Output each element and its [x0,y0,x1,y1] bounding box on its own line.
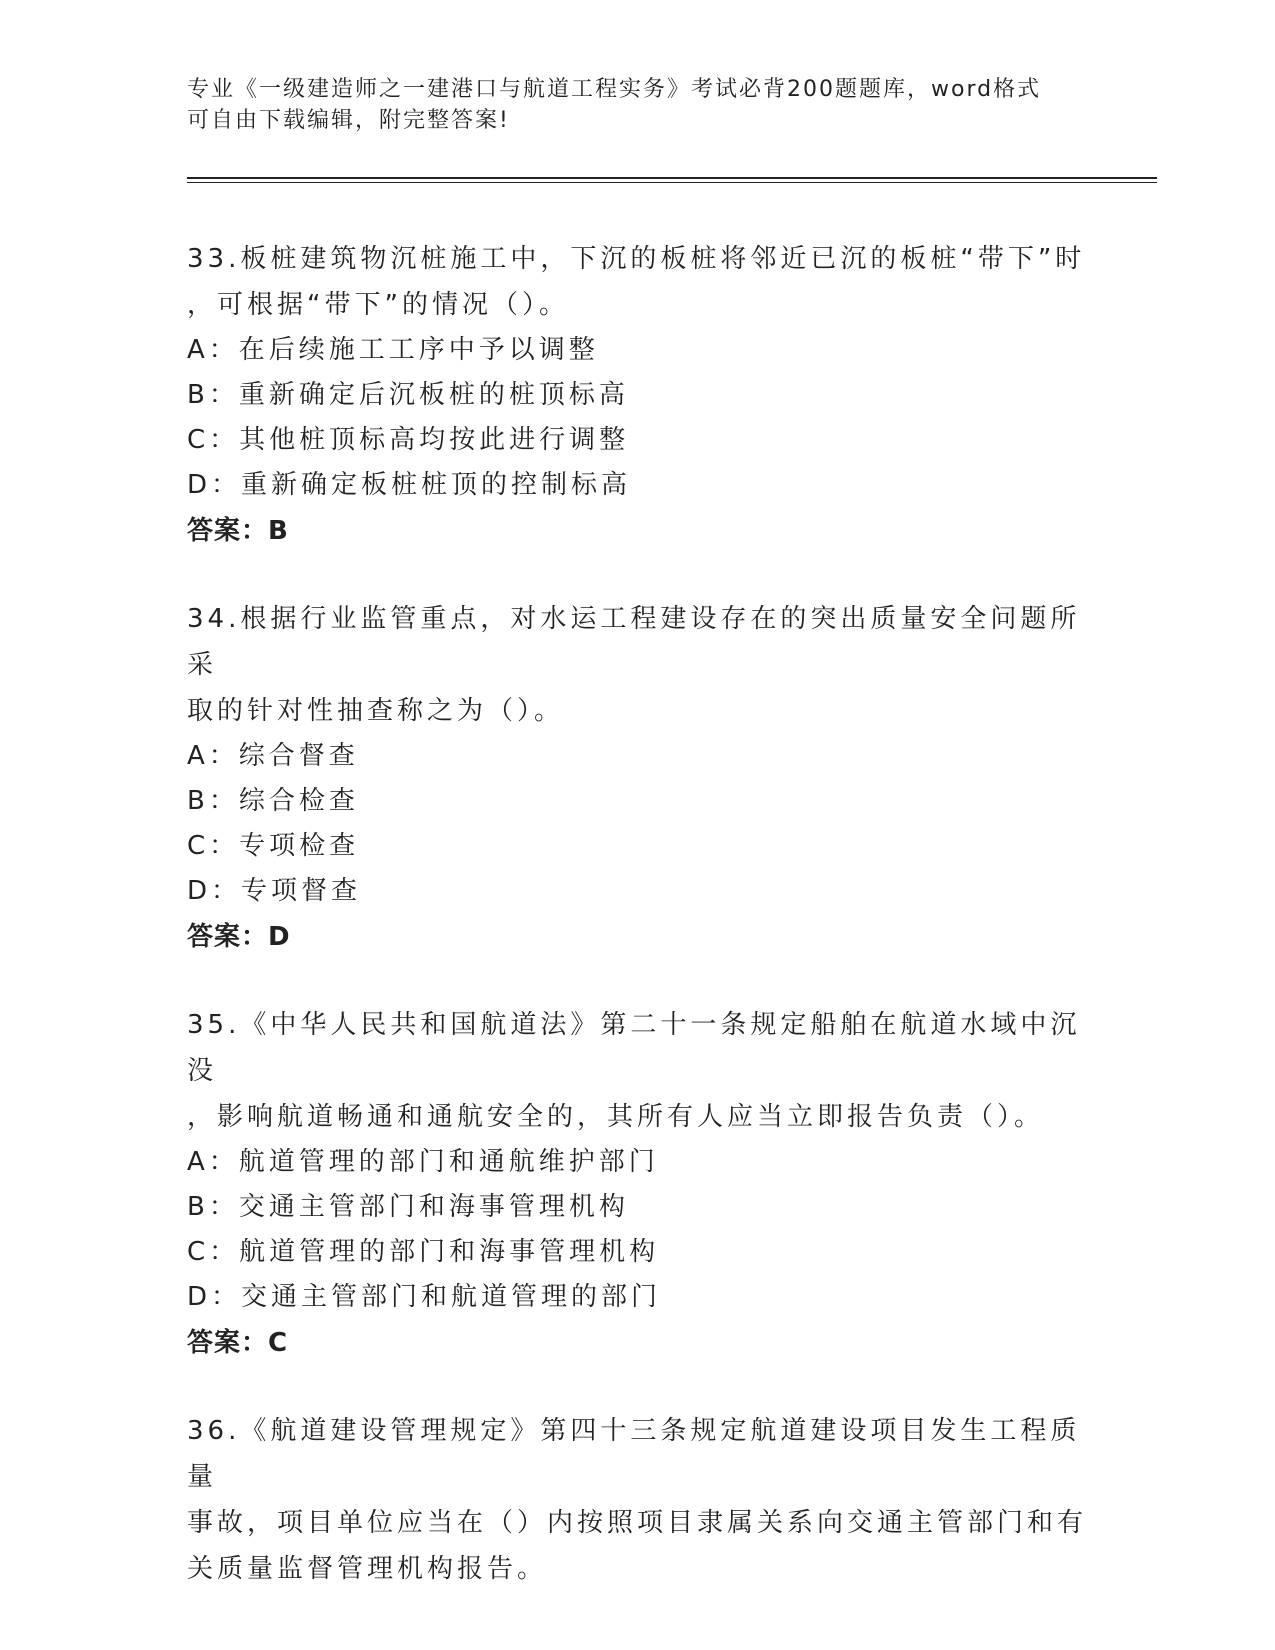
question-stem-line: 35.《中华人民共和国航道法》第二十一条规定船舶在航道水域中沉没 [187,1010,1081,1086]
answer-label: 答案：D [187,922,291,952]
question-34 [187,596,1087,960]
option-c: C：航道管理的部门和海事管理机构 [187,1237,660,1267]
option-d: D：交通主管部门和航道管理的部门 [187,1282,662,1312]
question-33 [187,236,1087,554]
question-35 [187,1002,1087,1366]
document-header [187,74,1087,136]
question-stem-line: 34.根据行业监管重点，对水运工程建设存在的突出质量安全问题所采 [187,604,1081,680]
question-36 [187,1408,1087,1592]
option-d: D：重新确定板桩桩顶的控制标高 [187,470,632,500]
question-list [187,236,1087,1634]
question-stem-line: 事故，项目单位应当在（）内按照项目隶属关系向交通主管部门和有 [187,1508,1088,1538]
option-c: C：其他桩顶标高均按此进行调整 [187,425,630,455]
option-a: A：航道管理的部门和通航维护部门 [187,1147,659,1177]
question-stem-line: ，可根据“带下”的情况（）。 [187,290,569,320]
answer-label: 答案：C [187,1328,289,1358]
answer-label: 答案：B [187,516,289,546]
question-stem-line: 取的针对性抽查称之为（）。 [187,696,565,726]
question-stem-line: 36.《航道建设管理规定》第四十三条规定航道建设项目发生工程质量 [187,1416,1081,1492]
option-a: A：在后续施工工序中予以调整 [187,335,599,365]
option-a: A：综合督查 [187,741,359,771]
question-stem-line: ，影响航道畅通和通航安全的，其所有人应当立即报告负责（）。 [187,1102,1045,1132]
option-b: B：综合检查 [187,786,359,816]
option-b: B：重新确定后沉板桩的桩顶标高 [187,380,629,410]
question-stem-line: 关质量监督管理机构报告。 [187,1554,548,1584]
header-divider-thick [187,177,1157,179]
header-line-1: 专业《一级建造师之一建港口与航道工程实务》考试必背200题题库，word格式 [187,77,1042,102]
option-c: C：专项检查 [187,831,360,861]
header-divider-thin [187,182,1157,183]
option-d: D：专项督查 [187,876,362,906]
question-stem-line: 33.板桩建筑物沉桩施工中，下沉的板桩将邻近已沉的板桩“带下”时 [187,244,1086,274]
option-b: B：交通主管部门和海事管理机构 [187,1192,629,1222]
header-line-2: 可自由下载编辑，附完整答案! [187,108,510,133]
